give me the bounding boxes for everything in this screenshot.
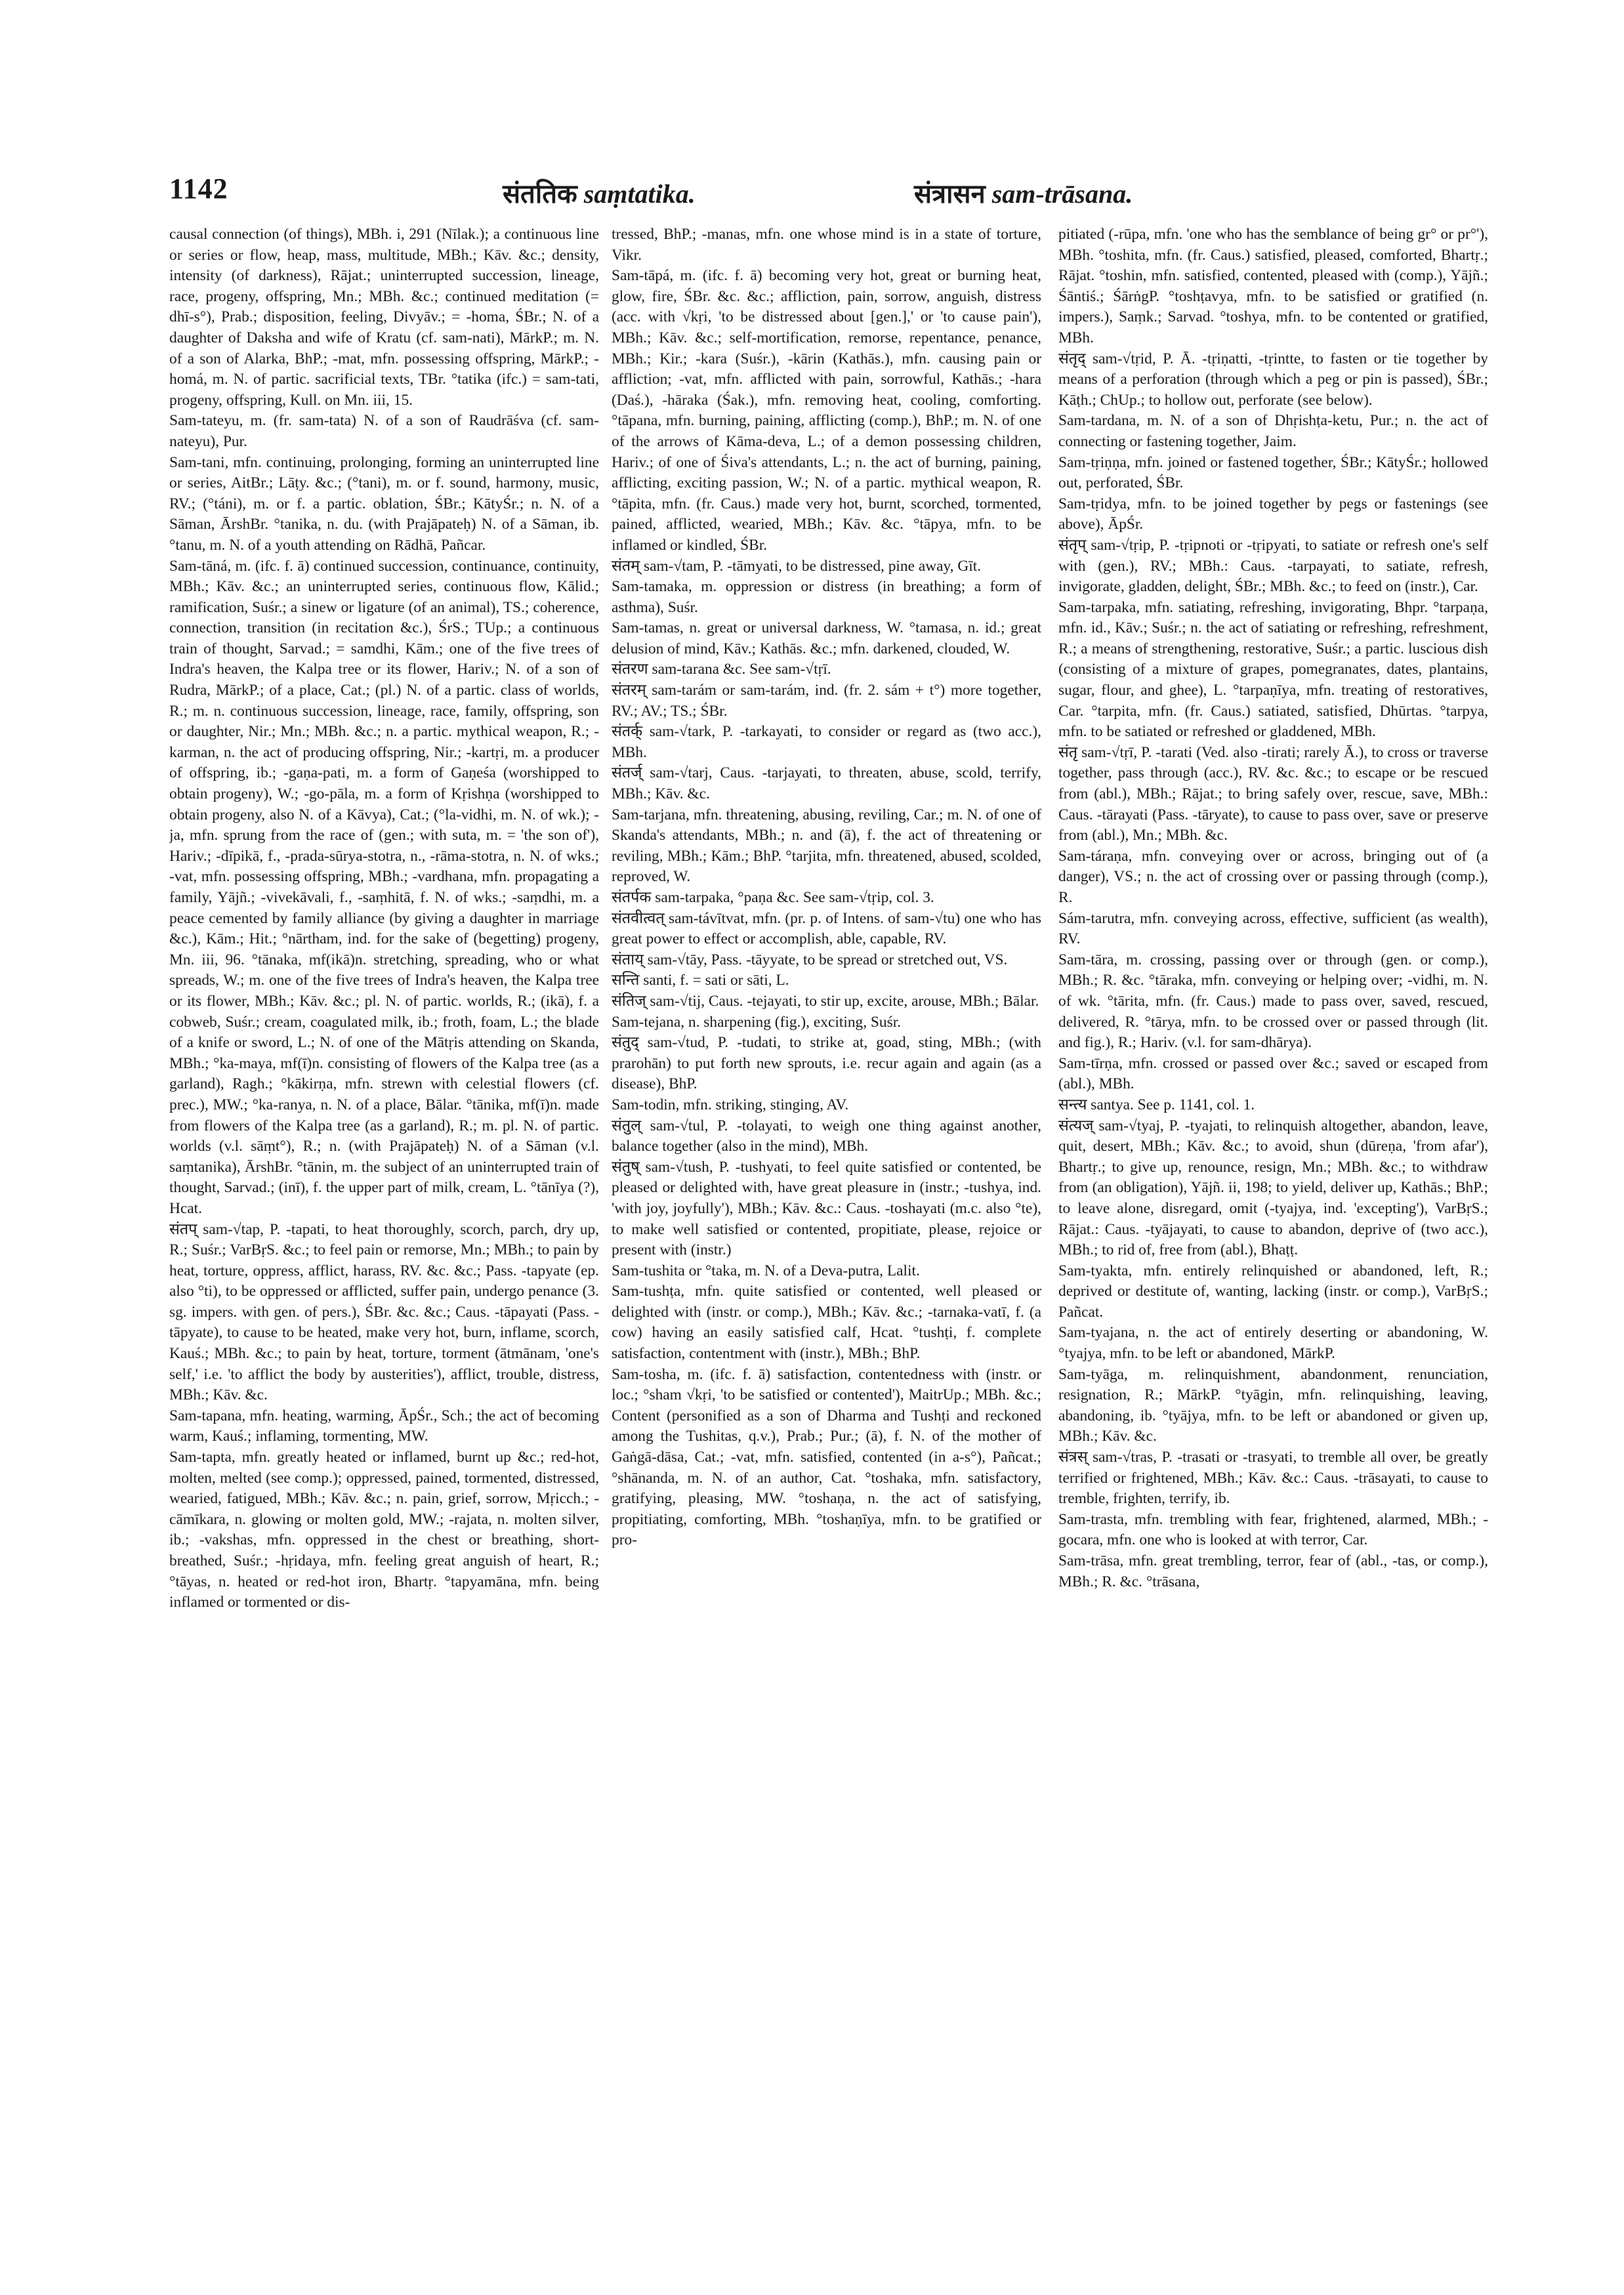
dictionary-entry: pitiated (-rūpa, mfn. 'one who has the semblance of being gr° or pr°'), MBh. °toshita, mfn. (fr. Caus.) satisfied, pleased, comforted, Bhartṛ.; Rājat. °toshin, mfn. satisfied, contented, pleased with (comp.), Yājñ.; Śāntiś.; ŚārṅgP. °toshṭavya, mfn. to be satisfied or gratified (n. impers.), Saṃk.; Sarvad. °toshya, mfn. to be contented or gratified, MBh. — [1058, 226, 1488, 346]
dictionary-entry: Sam-tani, mfn. continuing, prolonging, forming an uninterrupted line or series, AitBr.; Lāṭy. &c.; (°tani), m. or f. sound, harmony, music, RV.; (°táni), m. or f. a partic. oblation, ŚBr.; KātyŚr.; n. N. of a Sāman, ĀrshBr. °tanika, n. du. (with Prajāpateḥ) N. of a Sāman, ib. °tanu, m. N. of a youth attending on Rādhā, Pañcar. — [169, 453, 599, 554]
running-head-right-devanagari: संत्रासन — [914, 179, 986, 209]
dictionary-entry: Sam-tṛiṇṇa, mfn. joined or fastened together, ŚBr.; KātyŚr.; hollowed out, perforated, ŚBr. — [1058, 453, 1488, 492]
dictionary-entry: संतर्क् sam-√tark, P. -tarkayati, to consider or regard as (two acc.), MBh. — [612, 723, 1041, 761]
dictionary-entry: Sam-tyajana, n. the act of entirely deserting or abandoning, W. °tyajya, mfn. to be left or abandoned, MārkP. — [1058, 1324, 1488, 1363]
page-number: 1142 — [169, 173, 228, 205]
dictionary-entry: Sam-todin, mfn. striking, stinging, AV. — [612, 1096, 849, 1113]
dictionary-entry: Sám-tarutra, mfn. conveying across, effective, sufficient (as wealth), RV. — [1058, 909, 1488, 948]
dictionary-entry: Sam-tāpá, m. (ifc. f. ā) becoming very hot, great or burning heat, glow, fire, ŚBr. &c. &c.; affliction, pain, sorrow, anguish, distress (acc. with √kṛi, 'to be distressed about [gen.],' or 'to cause pain'), MBh.; Kāv. &c.; self-mortification, remorse, repentance, penance, MBh.; Kir.; -kara (Suśr.), -kārin (Kathās.), mfn. causing pain or affliction; -vat, mfn. afflicted with pain, sorrowful, Kathās.; -hara (Daś.), -hāraka (Śak.), mfn. removing heat, cooling, comforting. °tāpana, mfn. burning, paining, afflicting (comp.), BhP.; m. N. of one of the arrows of Kāma-deva, L.; of a demon possessing children, Hariv.; of one of Śiva's attendants, L.; n. the act of burning, paining, afflicting, exciting passion, W.; N. of a partic. mythical weapon, R. °tāpita, mfn. (fr. Caus.) made very hot, burnt, scorched, tormented, pained, afflicted, wearied, MBh.; Kāv. &c. °tāpya, mfn. to be inflamed or kindled, ŚBr. — [612, 267, 1041, 554]
dictionary-entry: Sam-tarjana, mfn. threatening, abusing, reviling, Car.; m. N. of one of Skanda's attendants, MBh.; n. and (ā), f. the act of threatening or reviling, MBh.; Kām.; BhP. °tarjita, mfn. threatened, abused, scolded, reproved, W. — [612, 806, 1041, 886]
dictionary-entry: Sam-trāsa, mfn. great trembling, terror, fear of (abl., -tas, or comp.), MBh.; R. &c. °trāsana, — [1058, 1552, 1488, 1590]
dictionary-entry: Sam-tosha, m. (ifc. f. ā) satisfaction, contentedness with (instr. or loc.; °sham √kṛi, 'to be satisfied or contented'), MaitrUp.; MBh. &c.; Content (personified as a son of Dharma and Tushṭi and reckoned among the Tushitas, q.v.), Prab.; Pur.; (ā), f. N. of the mother of Gaṅgā-dāsa, Cat.; -vat, mfn. satisfied, contented (in a-s°), Pañcat.; °shānanda, m. N. of an author, Cat. °toshaka, mfn. satisfactory, gratifying, pleasing, MW. °toshaṇa, n. the act of satisfying, propitiating, comforting, MBh. °toshaṇīya, mfn. to be gratified or pro- — [612, 1365, 1041, 1549]
dictionary-entry: संतुद् sam-√tud, P. -tudati, to strike at, goad, sting, MBh.; (with prarohān) to put forth new sprouts, i.e. recur again and again (as a disease), BhP. — [612, 1034, 1041, 1093]
dictionary-entry: संतिज् sam-√tij, Caus. -tejayati, to stir up, excite, arouse, MBh.; Bālar. — [612, 992, 1039, 1010]
dictionary-entry: सन्त्य santya. See p. 1141, col. 1. — [1058, 1096, 1255, 1113]
dictionary-entry: संतरण sam-tarana &c. See sam-√tṛī. — [612, 661, 831, 678]
dictionary-entry: Sam-tamas, n. great or universal darkness, W. °tamasa, n. id.; great delusion of mind, Kāv.; Kathās. &c.; mfn. darkened, clouded, W. — [612, 619, 1041, 657]
dictionary-entry: tressed, BhP.; -manas, mfn. one whose mind is in a state of torture, Vikr. — [612, 226, 1041, 264]
dictionary-entry: Sam-tarpaka, mfn. satiating, refreshing, invigorating, Bhpr. °tarpaṇa, mfn. id., Kāv.; Suśr.; n. the act of satiating or refreshing, refreshment, R.; a means of strengthening, restorative, Suśr.; a partic. luscious dish (consisting of a mixture of grapes, pomegranates, dates, plantains, sugar, flour, and ghee), L. °tarpaṇīya, mfn. treating of restoratives, Car. °tarpita, mfn. (fr. Caus.) satiated, satisfied, Dhūrtas. °tarpya, mfn. to be satiated or refreshed or gladdened, MBh. — [1058, 598, 1488, 741]
dictionary-entry: Sam-tardana, m. N. of a son of Dhṛishṭa-ketu, Pur.; n. the act of connecting or fastening together, Jaim. — [1058, 412, 1488, 450]
dictionary-entry: Sam-tṛidya, mfn. to be joined together by pegs or fastenings (see above), ĀpŚr. — [1058, 495, 1488, 533]
dictionary-entry: Sam-tyakta, mfn. entirely relinquished or abandoned, left, R.; deprived or destitute of, wanting, lacking (instr. or comp.), VarBṛS.; Pañcat. — [1058, 1262, 1488, 1321]
running-head-left-devanagari: संततिक — [503, 179, 577, 209]
dictionary-entry: संत्रस् sam-√tras, P. -trasati or -trasyati, to tremble all over, be greatly terrified or frightened, MBh.; Kāv. &c.: Caus. -trāsayati, to cause to tremble, frighten, terrify, ib. — [1058, 1449, 1488, 1508]
dictionary-entry: Sam-tyāga, m. relinquishment, abandonment, renunciation, resignation, R.; MārkP. °tyāgin, mfn. relinquishing, leaving, abandoning, ib. °tyājya, mfn. to be left or abandoned or given up, MBh.; Kāv. &c. — [1058, 1365, 1488, 1445]
dictionary-entry: संत्यज् sam-√tyaj, P. -tyajati, to relinquish altogether, abandon, leave, quit, desert, MBh.; Kāv. &c.; to avoid, shun (dūreṇa, 'from afar'), Bhartṛ.; to give up, renounce, resign, Mn.; MBh. &c.; to withdraw from (an obligation), Yājñ. ii, 198; to yield, deliver up, Kathās.; BhP.; to leave alone, disregard, omit (-tyajya, ind. 'excepting'), VarBṛS.; Rājat.: Caus. -tyājayati, to cause to abandon, deprive of (two acc.), MBh.; to rid of, free from (abl.), Bhaṭṭ. — [1058, 1117, 1488, 1259]
dictionary-entry: Sam-tīrṇa, mfn. crossed or passed over &c.; saved or escaped from (abl.), MBh. — [1058, 1054, 1488, 1093]
dictionary-entry: Sam-tāná, m. (ifc. f. ā) continued succession, continuance, continuity, MBh.; Kāv. &c.; an uninterrupted series, continuous flow, Kālid.; ramification, Suśr.; a sinew or ligature (of an animal), TS.; coherence, connection, transition (in recitation &c.), ŚrS.; TUp.; a continuous train of thought, Sarvad.; = samdhi, Kām.; one of the five trees of Indra's heaven, the Kalpa tree or its flower, Hariv.; N. of a son of Rudra, MārkP.; of a place, Cat.; (pl.) N. of a partic. class of worlds, R.; m. n. continuous succession, lineage, race, family, offspring, son or daughter, Nir.; Mn.; MBh. &c.; n. a partic. mythical weapon, R.; -karman, n. the act of producing offspring, Nir.; -kartṛi, m. a producer of offspring, ib.; -gaṇa-pati, m. a form of Gaṇeśa (worshipped to obtain progeny), W.; -go-pāla, m. a form of Kṛishṇa (worshipped to obtain progeny, also N. of a Kāvya), Cat.; (°la-vidhi, m. N. of wk.); -ja, mfn. sprung from the race of (gen.; with suta, m. = 'the son of'), Hariv.; -dīpikā, f., -prada-sūrya-stotra, n., -rāma-stotra, n. N. of wks.; -vat, mfn. possessing offspring, MBh.; -vardhana, mfn. propagating a family, Yājñ.; -vivekāvali, f., -saṃhitā, f. N. of wks.; -saṃdhi, m. a peace cemented by family alliance (by giving a daughter in marriage &c.), Kām.; Hit.; °nārtham, ind. for the sake of (begetting) progeny, Mn. iii, 96. °tānaka, mf(ikā)n. stretching, spreading, who or what spreads, W.; m. one of the five trees of Indra's heaven, the Kalpa tree or its flower, MBh.; Kāv. &c.; pl. N. of partic. worlds, R.; (ikā), f. a cobweb, Suśr.; cream, coagulated milk, ib.; froth, foam, L.; the blade of a knife or sword, L.; N. of one of the Mātṛis attending on Skanda, MBh.; °ka-maya, mf(ī)n. consisting of flowers of the Kalpa tree (as a garland), Ragh.; °kākirṇa, mfn. strewn with celestial flowers (cf. prec.), MW.; °ka-ranya, n. N. of a place, Bālar. °tānika, mf(ī)n. made from flowers of the Kalpa tree (as a garland), R.; m. pl. N. of partic. worlds (v.l. sāṃt°), R.; n. (with Prajāpateḥ) N. of a Sāman (v.l. saṃtanika), ĀrshBr. °tānin, m. the subject of an uninterrupted train of thought, Sarvad.; (inī), f. the upper part of milk, cream, L. °tānīya (?), Hcat. — [169, 557, 599, 1217]
dictionary-entry: संतुष् sam-√tush, P. -tushyati, to feel quite satisfied or contented, be pleased or delighted with, have great pleasure in (instr.; -tushya, ind. 'with joy, joyfully'), MBh.; Kāv. &c.: Caus. -toshayati (m.c. also °te), to make well satisfied or contented, propitiate, please, rejoice or present with (instr.) — [612, 1158, 1041, 1259]
dictionary-entry: causal connection (of things), MBh. i, 291 (Nīlak.); a continuous line or series or flow, heap, mass, multitude, MBh.; Kāv. &c.; density, intensity (of darkness), Rājat.; uninterrupted succession, lineage, race, progeny, offspring, Mn.; MBh. &c.; continued meditation (= dhī-s°), Prab.; disposition, feeling, Divyāv.; = -homa, ŚBr.; N. of a daughter of Daksha and wife of Kratu (cf. sam-nati), MārkP.; m. N. of a son of Alarka, BhP.; -mat, mfn. possessing offspring, MārkP.; -homá, m. N. of partic. sacrificial texts, TBr. °tatika (ifc.) = sam-tati, progeny, offspring, Kull. on Mn. iii, 15. — [169, 226, 599, 409]
dictionary-entry: संतृ sam-√tṛī, P. -tarati (Ved. also -tirati; rarely Ā.), to cross or traverse together, pass through (acc.), RV. &c. &c.; to escape or be rescued from (abl.), MBh.; Rājat.; to bring safely over, rescue, save, MBh.: Caus. -tārayati (Pass. -tāryate), to cause to pass over, save or preserve from (abl.), Mn.; MBh. &c. — [1058, 743, 1488, 844]
dictionary-entry: संतरम् sam-tarám or sam-tarám, ind. (fr. 2. sám + t°) more together, RV.; AV.; TS.; ŚBr. — [612, 682, 1041, 720]
page-header — [169, 172, 1475, 218]
text-column-3 — [1058, 224, 1488, 2219]
dictionary-entry: Sam-tāra, m. crossing, passing over or through (gen. or comp.), MBh.; R. &c. °tāraka, mfn. conveying or helping over; -vidhi, m. N. of wk. °tārita, mfn. (fr. Caus.) made to pass over, saved, rescued, delivered, R. °tārya, mfn. to be crossed over or passed through (lit. and fig.), R.; Hariv. (v.l. for sam-dhārya). — [1058, 951, 1488, 1052]
text-column-1 — [169, 224, 599, 2219]
dictionary-entry: संतृप् sam-√tṛip, P. -tṛipnoti or -tṛipyati, to satiate or refresh one's self with (gen.), RV.; MBh.: Caus. -tarpayati, to satiate, refresh, invigorate, gladden, delight, ŚBr.; MBh. &c.; to feed on (instr.), Car. — [1058, 536, 1488, 596]
dictionary-entry: Sam-tapta, mfn. greatly heated or inflamed, burnt up &c.; red-hot, molten, melted (see comp.); oppressed, pained, tormented, distressed, wearied, fatigued, MBh.; Kāv. &c.; n. pain, grief, sorrow, Mṛicch.; -cāmīkara, n. glowing or molten gold, MW.; -rajata, n. molten silver, ib.; -vakshas, mfn. oppressed in the chest or breathing, short-breathed, Suśr.; -hṛidaya, mfn. feeling great anguish of heart, R.; °tāyas, n. heated or red-hot iron, Bhartṛ. °tapyamāna, mfn. being inflamed or tormented or dis- — [169, 1449, 599, 1611]
dictionary-entry: Sam-tushṭa, mfn. quite satisfied or contented, well pleased or delighted with (instr. or comp.), MBh.; Kāv. &c.; -tarnaka-vatī, f. (a cow) having an easily satisfied calf, Hcat. °tushṭi, f. complete satisfaction, contentment with (instr.), MBh.; BhP. — [612, 1283, 1041, 1363]
dictionary-entry: संतुल् sam-√tul, P. -tolayati, to weigh one thing against another, balance together (also in the mind), MBh. — [612, 1117, 1041, 1155]
running-head-right — [914, 175, 1133, 211]
dictionary-entry: संतवीत्वत् sam-távītvat, mfn. (pr. p. of Intens. of sam-√tu) one who has great power to effect or accomplish, able, capable, RV. — [612, 909, 1041, 948]
dictionary-entry: सन्ति santi, f. = sati or sāti, L. — [612, 972, 789, 989]
dictionary-entry: Sam-tejana, n. sharpening (fig.), exciting, Suśr. — [612, 1013, 902, 1031]
dictionary-entry: संतर्पक sam-tarpaka, °paṇa &c. See sam-√tṛip, col. 3. — [612, 889, 934, 906]
dictionary-entry: संताय् sam-√tāy, Pass. -tāyyate, to be spread or stretched out, VS. — [612, 951, 1008, 968]
dictionary-entry: संतर्ज् sam-√tarj, Caus. -tarjayati, to threaten, abuse, scold, terrify, MBh.; Kāv. &c. — [612, 764, 1041, 803]
dictionary-entry: संतप् sam-√tap, P. -tapati, to heat thoroughly, scorch, parch, dry up, R.; Suśr.; VarBṛS. &c.; to feel pain or remorse, Mn.; MBh.; to pain by heat, torture, oppress, afflict, harass, RV. &c. &c.; Pass. -tapyate (ep. also °ti), to be oppressed or afflicted, suffer pain, undergo penance (3. sg. impers. with gen. of pers.), ŚBr. &c. &c.; Caus. -tāpayati (Pass. -tāpyate), to cause to be heated, make very hot, burn, inflame, scorch, Kauś.; MBh. &c.; to pain by heat, torture, torment (ātmānam, 'one's self,' i.e. 'to afflict the body by austerities'), afflict, trouble, distress, MBh.; Kāv. &c. — [169, 1220, 599, 1404]
dictionary-entry: Sam-tushita or °taka, m. N. of a Deva-putra, Lalit. — [612, 1262, 920, 1279]
running-head-left — [503, 175, 696, 211]
dictionary-entry: संतृद् sam-√tṛid, P. Ā. -tṛiṇatti, -tṛintte, to fasten or tie together by means of a perforation (through which a peg or pin is passed), ŚBr.; Kāṭh.; ChUp.; to hollow out, perforate (see below). — [1058, 350, 1488, 409]
dictionary-entry: संतम् sam-√tam, P. -tāmyati, to be distressed, pine away, Gīt. — [612, 557, 982, 575]
dictionary-entry: Sam-táraṇa, mfn. conveying over or across, bringing out of (a danger), VS.; n. the act of crossing over or passing through (comp.), R. — [1058, 847, 1488, 906]
dictionary-entry: Sam-tateyu, m. (fr. sam-tata) N. of a son of Raudrāśva (cf. sam-nateyu), Pur. — [169, 412, 599, 450]
dictionary-entry: Sam-trasta, mfn. trembling with fear, frightened, alarmed, MBh.; -gocara, mfn. one who is looked at with terror, Car. — [1058, 1510, 1488, 1549]
running-head-right-translit: sam-trāsana. — [991, 179, 1133, 209]
running-head-left-translit: saṃtatika. — [583, 179, 696, 209]
text-column-2 — [612, 224, 1041, 2219]
dictionary-entry: Sam-tamaka, m. oppression or distress (in breathing; a form of asthma), Suśr. — [612, 578, 1041, 616]
dictionary-entry: Sam-tapana, mfn. heating, warming, ĀpŚr., Sch.; the act of becoming warm, Kauś.; inflaming, tormenting, MW. — [169, 1407, 599, 1445]
